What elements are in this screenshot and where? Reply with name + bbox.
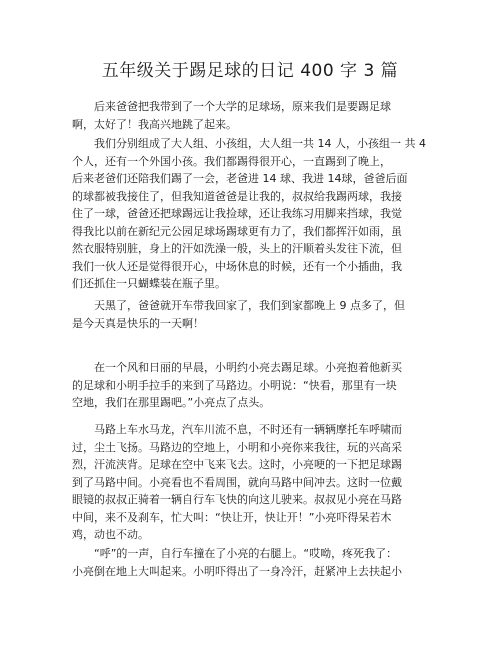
text-line: 后来爸爸把我带到了一个大学的足球场，原来我们是要踢足球: [72, 100, 391, 113]
text-line: 在一个风和日丽的早晨，小明约小亮去踢足球。小亮抱着他新买: [72, 361, 402, 374]
text-line: 眼镜的叔叔正骑着一辆自行车飞快的向这儿驶来。叔叔见小亮在马路: [72, 493, 402, 506]
text-line: 是今天真是快乐的一天啊！: [72, 316, 204, 330]
paragraph: [72, 359, 402, 412]
text-line: “呼”的一声，自行车撞在了小亮的右腿上。“哎呦，疼死我了：: [72, 547, 398, 560]
text-line: 到了马路中间。小亮看也不看周围，就向马路中间冲去。这时一位戴: [72, 475, 402, 489]
paragraph: [72, 297, 405, 332]
document-title: 五年级关于踢足球的日记 400 字 3 篇: [101, 61, 399, 81]
text-line: 后来老爸们还陪我们踢了一会，老爸进 14 球、我进 14球，爸爸后面: [72, 172, 408, 185]
text-line: 我们分别组成了大人组、小孩组，大人组一共 14 人，小孩组一 共 4: [72, 137, 426, 150]
text-line: 们还抓住一只蝴蝶装在瓶子里。: [72, 277, 226, 290]
text-line: 的球都被我接住了，但我知道爸爸是让我的，叔叔给我踢两球，我接: [72, 189, 402, 203]
paragraph: [72, 421, 402, 544]
text-line: 天黑了，爸爸就开车带我回家了，我们到家都晚上 9 点多了，但: [72, 299, 405, 312]
paragraph: [72, 98, 391, 133]
text-line: 烈，汗流浃背。足球在空中飞来飞去。这时，小亮哽的一下把足球踢: [72, 458, 402, 471]
text-line: 我们一伙人还是觉得很开心，中场休息的时候，还有一个小插曲，我: [72, 259, 402, 273]
text-line: 啊，太好了！我高兴地跳了起来。: [72, 117, 237, 131]
text-line: 马路上车水马龙，汽车川流不息，不时还有一辆辆摩托车呼啸而: [72, 423, 402, 436]
text-line: 鸡，动也不动。: [72, 528, 149, 541]
text-line: 中间，来不及刹车，忙大叫：“快让开，快让开！”小亮吓得呆若木: [72, 510, 392, 524]
text-line: 得我比以前在新纪元公园足球场踢球更有力了，我们都挥汗如雨，虽: [72, 224, 402, 238]
paragraph: [72, 545, 402, 580]
text-line: 的足球和小明手拉手的来到了马路边。小明说：“快看，那里有一块: [72, 378, 397, 392]
text-line: 住了一球，爸爸还把球踢远让我捡球，还让我练习用脚来挡球，我觉: [72, 207, 402, 220]
text-line: 然衣服特别脏，身上的汗如洗澡一般，头上的汗顺着头发往下流，但: [72, 242, 402, 255]
text-line: 空地，我们在那里踢吧。”小亮点了点头。: [72, 396, 271, 409]
text-line: 过，尘土飞扬。马路边的空地上，小明和小亮你来我往，玩的兴高采: [72, 440, 402, 454]
text-line: 个人，还有一个外国小孩。我们都踢得很开心，一直踢到了晚上，: [72, 154, 391, 168]
text-line: 小亮倒在地上大叫起来。小明吓得出了一身冷汗，赶紧冲上去扶起小: [72, 564, 402, 578]
paragraph: [72, 135, 426, 293]
